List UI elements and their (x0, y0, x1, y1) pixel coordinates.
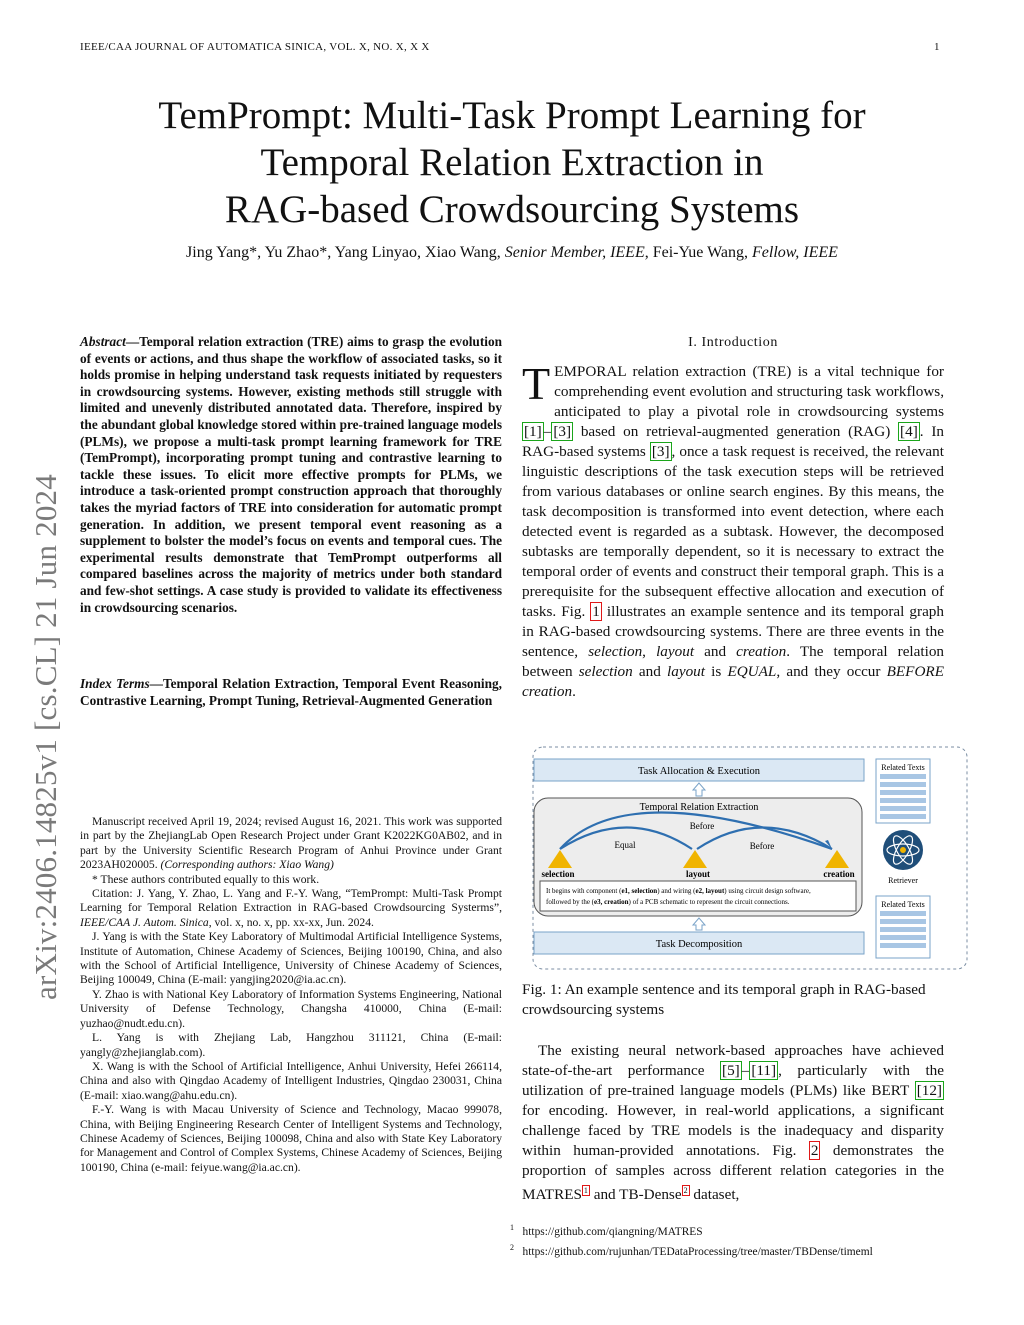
body-text: , (642, 643, 657, 660)
citation-link[interactable]: [5] (722, 1062, 740, 1079)
author-separator: , Fei-Yue Wang, (644, 244, 753, 261)
title-line: Temporal Relation Extraction in (260, 141, 764, 184)
figure-link[interactable]: 1 (592, 603, 600, 620)
body-text: demonstrates the proportion of samples across different relation categories in the MATRES (522, 1142, 944, 1204)
event-term: layout (656, 643, 695, 660)
author-names: Jing Yang*, Yu Zhao*, Yang Linyao, Xiao Wang, (186, 244, 505, 261)
event-label-selection: selection (541, 869, 575, 879)
equal-label: Equal (614, 840, 636, 850)
url-footnotes (510, 1220, 960, 1260)
footnote-corresponding: (Corresponding authors: Xiao Wang) (160, 858, 334, 872)
relation-term: EQUAL (727, 663, 777, 680)
figure-1-diagram (532, 746, 968, 970)
footnote-number: 1 (510, 1223, 514, 1232)
title-line: RAG-based Crowdsourcing Systems (224, 188, 800, 231)
figure-caption: Fig. 1: An example sentence and its temporal graph in RAG-based crowdsourcing systems (522, 981, 926, 1018)
example-sentence-line2 (546, 898, 790, 906)
footnote-url[interactable]: https://github.com/qiangning/MATRES (522, 1225, 703, 1238)
event-term: creation (736, 643, 787, 660)
footnote-text: , vol. x, no. x, pp. xx-xx, Jun. 2024. (208, 915, 374, 929)
running-header: IEEE/CAA JOURNAL OF AUTOMATICA SINICA, VOL. X, NO. X, X X (80, 41, 430, 53)
footnote-url[interactable]: https://github.com/rujunhan/TEDataProcessing/tree/master/TBDense/timeml (522, 1245, 873, 1258)
up-arrow-icon (693, 918, 705, 930)
sentence-text: ) and wiring ( (657, 887, 696, 895)
figure-link[interactable]: 2 (810, 1142, 819, 1159)
body-text: and (694, 643, 737, 660)
index-terms-text: —Temporal Relation Extraction, Temporal Event Reasoning, Contrastive Learning, Prompt Tuning, Retrieval-Augmented Generation (80, 676, 502, 708)
citation-link[interactable]: [1] (524, 423, 542, 440)
body-text: based on retrieval-augmented generation (RAG) (573, 423, 899, 440)
citation-link[interactable]: [3] (651, 443, 670, 460)
task-allocation-label: Task Allocation & Execution (637, 766, 761, 777)
body-text: , once a task request is received, the relevant linguistic descriptions of the task execution steps will be retrieved from various databases or online search engines. By this means, the task decomposition is transformed into event detection, where each detected event is regarded as a subtask. However, the decomposed subtasks are temporally dependent, so it is necessary to extract the temporal order of events and construct their temporal graph. This is a prerequisite for the subsequent effective allocation and execution of tasks. Fig. (522, 443, 944, 620)
abstract-text: —Temporal relation extraction (TRE) aims to grasp the evolution of events or actions, and thus shape the workflow of associated tasks, so it holds promise in helping understand task requests initiated by requesters in crowdsourcing systems. However, existing methods still struggle with limited and unevenly distributed annotated data. Therefore, inspired by the abundant global knowledge stored within pre-trained language models (PLMs), we propose a multi-task prompt learning framework for TRE (TemPrompt), incorporating prompt tuning and contrastive learning to tackle these issues. To elicit more effective prompts for PLMs, we introduce a task-oriented prompt construction approach that thoroughly takes the myriad factors of TRE into consideration for automatic prompt generation. In addition, we present temporal event reasoning as a supplement to bolster the model’s focus on events and temporal cues. The experimental results demonstrate that TemPrompt outperforms all compared baselines across the majority of metrics under both standard and few-shot settings. A case study is provided to validate its effectiveness in crowdsourcing scenarios. (80, 334, 502, 615)
footnote-link[interactable]: 2 (683, 1186, 688, 1195)
body-text: EMPORAL relation extraction (TRE) is a vital technique for comprehending event evolution and structuring task workflows, anticipated to play a pivotal role in crowdsourcing systems (554, 363, 944, 420)
task-decomposition-label: Task Decomposition (655, 939, 743, 950)
related-texts-label: Related Texts (881, 900, 925, 909)
drop-cap: T (522, 358, 551, 409)
paper-title (60, 92, 964, 233)
footnote-equal: * These authors contributed equally to this work. (92, 872, 320, 886)
tre-label: Temporal Relation Extraction (639, 802, 759, 813)
url-footnote (510, 1240, 960, 1260)
related-texts-label: Related Texts (881, 763, 925, 772)
index-terms-label: Index Terms (80, 676, 150, 691)
footnote-number: 2 (510, 1242, 514, 1252)
sentence-text: ) of a PCB schematic to represent the circuit connections. (628, 898, 790, 906)
relation-term: BEFORE creation (522, 663, 944, 700)
footnote-citation (80, 887, 502, 930)
url-footnote (510, 1220, 960, 1240)
body-text: illustrates an example sentence and its temporal graph in RAG-based crowdsourcing systems. There are three events in the sentence, (522, 603, 944, 660)
example-sentence-line1 (546, 887, 811, 895)
footnote-text: Citation: J. Yang, Y. Zhao, L. Yang and F.-Y. Wang, “TemPrompt: Multi-Task Prompt Learning for Temporal Relation Extraction in RAG-based Crowdsourcing Systerms”, (80, 887, 502, 915)
citation-link[interactable]: [12] (916, 1082, 942, 1099)
body-text: is (704, 663, 728, 680)
abstract (80, 334, 502, 616)
event-term: layout (667, 663, 705, 680)
body-text: , and they occur (776, 663, 887, 680)
author-list (60, 244, 964, 262)
footnote-link[interactable]: 1 (583, 1186, 588, 1195)
arxiv-stamp: arXiv:2406.14825v1 [cs.CL] 21 Jun 2024 (28, 474, 63, 1000)
citation-link[interactable]: [3] (553, 423, 572, 440)
author-role: Senior Member, IEEE (504, 244, 645, 261)
body-text: and TB-Dense (589, 1186, 682, 1204)
index-terms (80, 676, 502, 709)
footnote-affiliation: Y. Zhao is with National Key Laboratory of Information Systems Engineering, National University of Defense Technology, Changsha 410000, China (E-mail: yuzhao@nudt.edu.cn). (80, 987, 502, 1030)
footnote-affiliation: X. Wang is with the School of Artificial Intelligence, Anhui University, Hefei 266114, China and also with Qingdao Academy of Intelligent Industries, Qingdao 230031, China (E-mail: xiao.wang@ahu.edu.cn). (80, 1059, 502, 1102)
footnote-affiliation: J. Yang is with the State Key Laboratory of Multimodal Artificial Intelligence Systems, Institute of Automation, Chinese Academy of Sciences, Beijing 100190, China, and also with the School of Artificial Intelligence, University of Chinese Academy of Sciences, Beijing 100049, China (E-mail: yangjing2020@ia.ac.cn). (80, 930, 502, 987)
body-text: . The temporal relation between (522, 643, 945, 680)
intro-paragraph (522, 358, 945, 702)
before-label-right: Before (749, 841, 775, 851)
author-role: Fellow, IEEE (752, 244, 838, 261)
body-text: for encoding. However, in real-world applications, a significant challenge faced by TRE models is the inadequacy and disparity within human-provided annotations. Fig. (522, 1102, 944, 1159)
sentence-event: e1, selection (621, 887, 658, 895)
footnote-affiliation: L. Yang is with Zhejiang Lab, Hangzhou 311121, China (E-mail: yangly@zhejianglab.com). (80, 1031, 502, 1059)
page-number: 1 (934, 41, 940, 53)
section-heading: I. Introduction (688, 335, 778, 350)
body-text: and (632, 663, 668, 680)
up-arrow-icon (693, 783, 705, 796)
author-footnotes (80, 815, 502, 1175)
footnote-manuscript (80, 815, 502, 873)
sentence-text: followed by the ( (546, 898, 595, 906)
body-text: dataset, (689, 1186, 740, 1204)
event-label-creation: creation (823, 869, 855, 879)
body-text: – (543, 423, 552, 440)
retriever-label: Retriever (888, 876, 918, 885)
body-text: The existing neural network-based approaches have achieved state-of-the-art performance (522, 1042, 944, 1079)
sentence-text: It begins with component ( (546, 887, 622, 895)
event-term: selection (578, 663, 633, 680)
sentence-event: e3, creation (594, 898, 629, 906)
footnote-text: Manuscript received April 19, 2024; revised August 16, 2021. This work was supported in part by the ZhejiangLab Open Research Project under Grant K2022KG0AB02, and in part by the University Scientific Research Program of Anhui Province under Grant 2023AH020005. (80, 815, 502, 872)
event-term: selection (588, 643, 643, 660)
body-paragraph (522, 1041, 944, 1205)
atom-nucleus-icon (900, 847, 906, 853)
body-text: – (741, 1062, 750, 1079)
sentence-box (540, 881, 856, 911)
footnote-journal: IEEE/CAA J. Autom. Sinica (80, 915, 209, 929)
sentence-text: ) using circuit design software, (724, 887, 811, 895)
title-line: TemPrompt: Multi-Task Prompt Learning for (158, 94, 866, 137)
abstract-label: Abstract (80, 334, 126, 349)
body-text: . In RAG-based systems (522, 423, 944, 460)
before-label: Before (689, 821, 715, 831)
citation-link[interactable]: [4] (900, 423, 918, 440)
body-text: . (572, 683, 576, 700)
body-text: , particularly with the utilization of pre-trained language models (PLMs) like BERT (522, 1062, 944, 1099)
footnote-affiliation: F.-Y. Wang is with Macau University of Science and Technology, Macao 999078, China, with Beijing Engineering Research Center of Intelligent Systems and Technology, Chinese Academy of Sciences, Beijing 100098, China and also with State Key Laboratory for Management and Control of Complex Systems, Chinese Academy of Sciences, Beijing 100190, China (e-mail: feiyue.wang@ia.ac.cn). (80, 1103, 502, 1174)
event-label-layout: layout (685, 869, 711, 879)
sentence-event: e2, layout (695, 887, 725, 895)
citation-link[interactable]: [11] (751, 1062, 777, 1079)
